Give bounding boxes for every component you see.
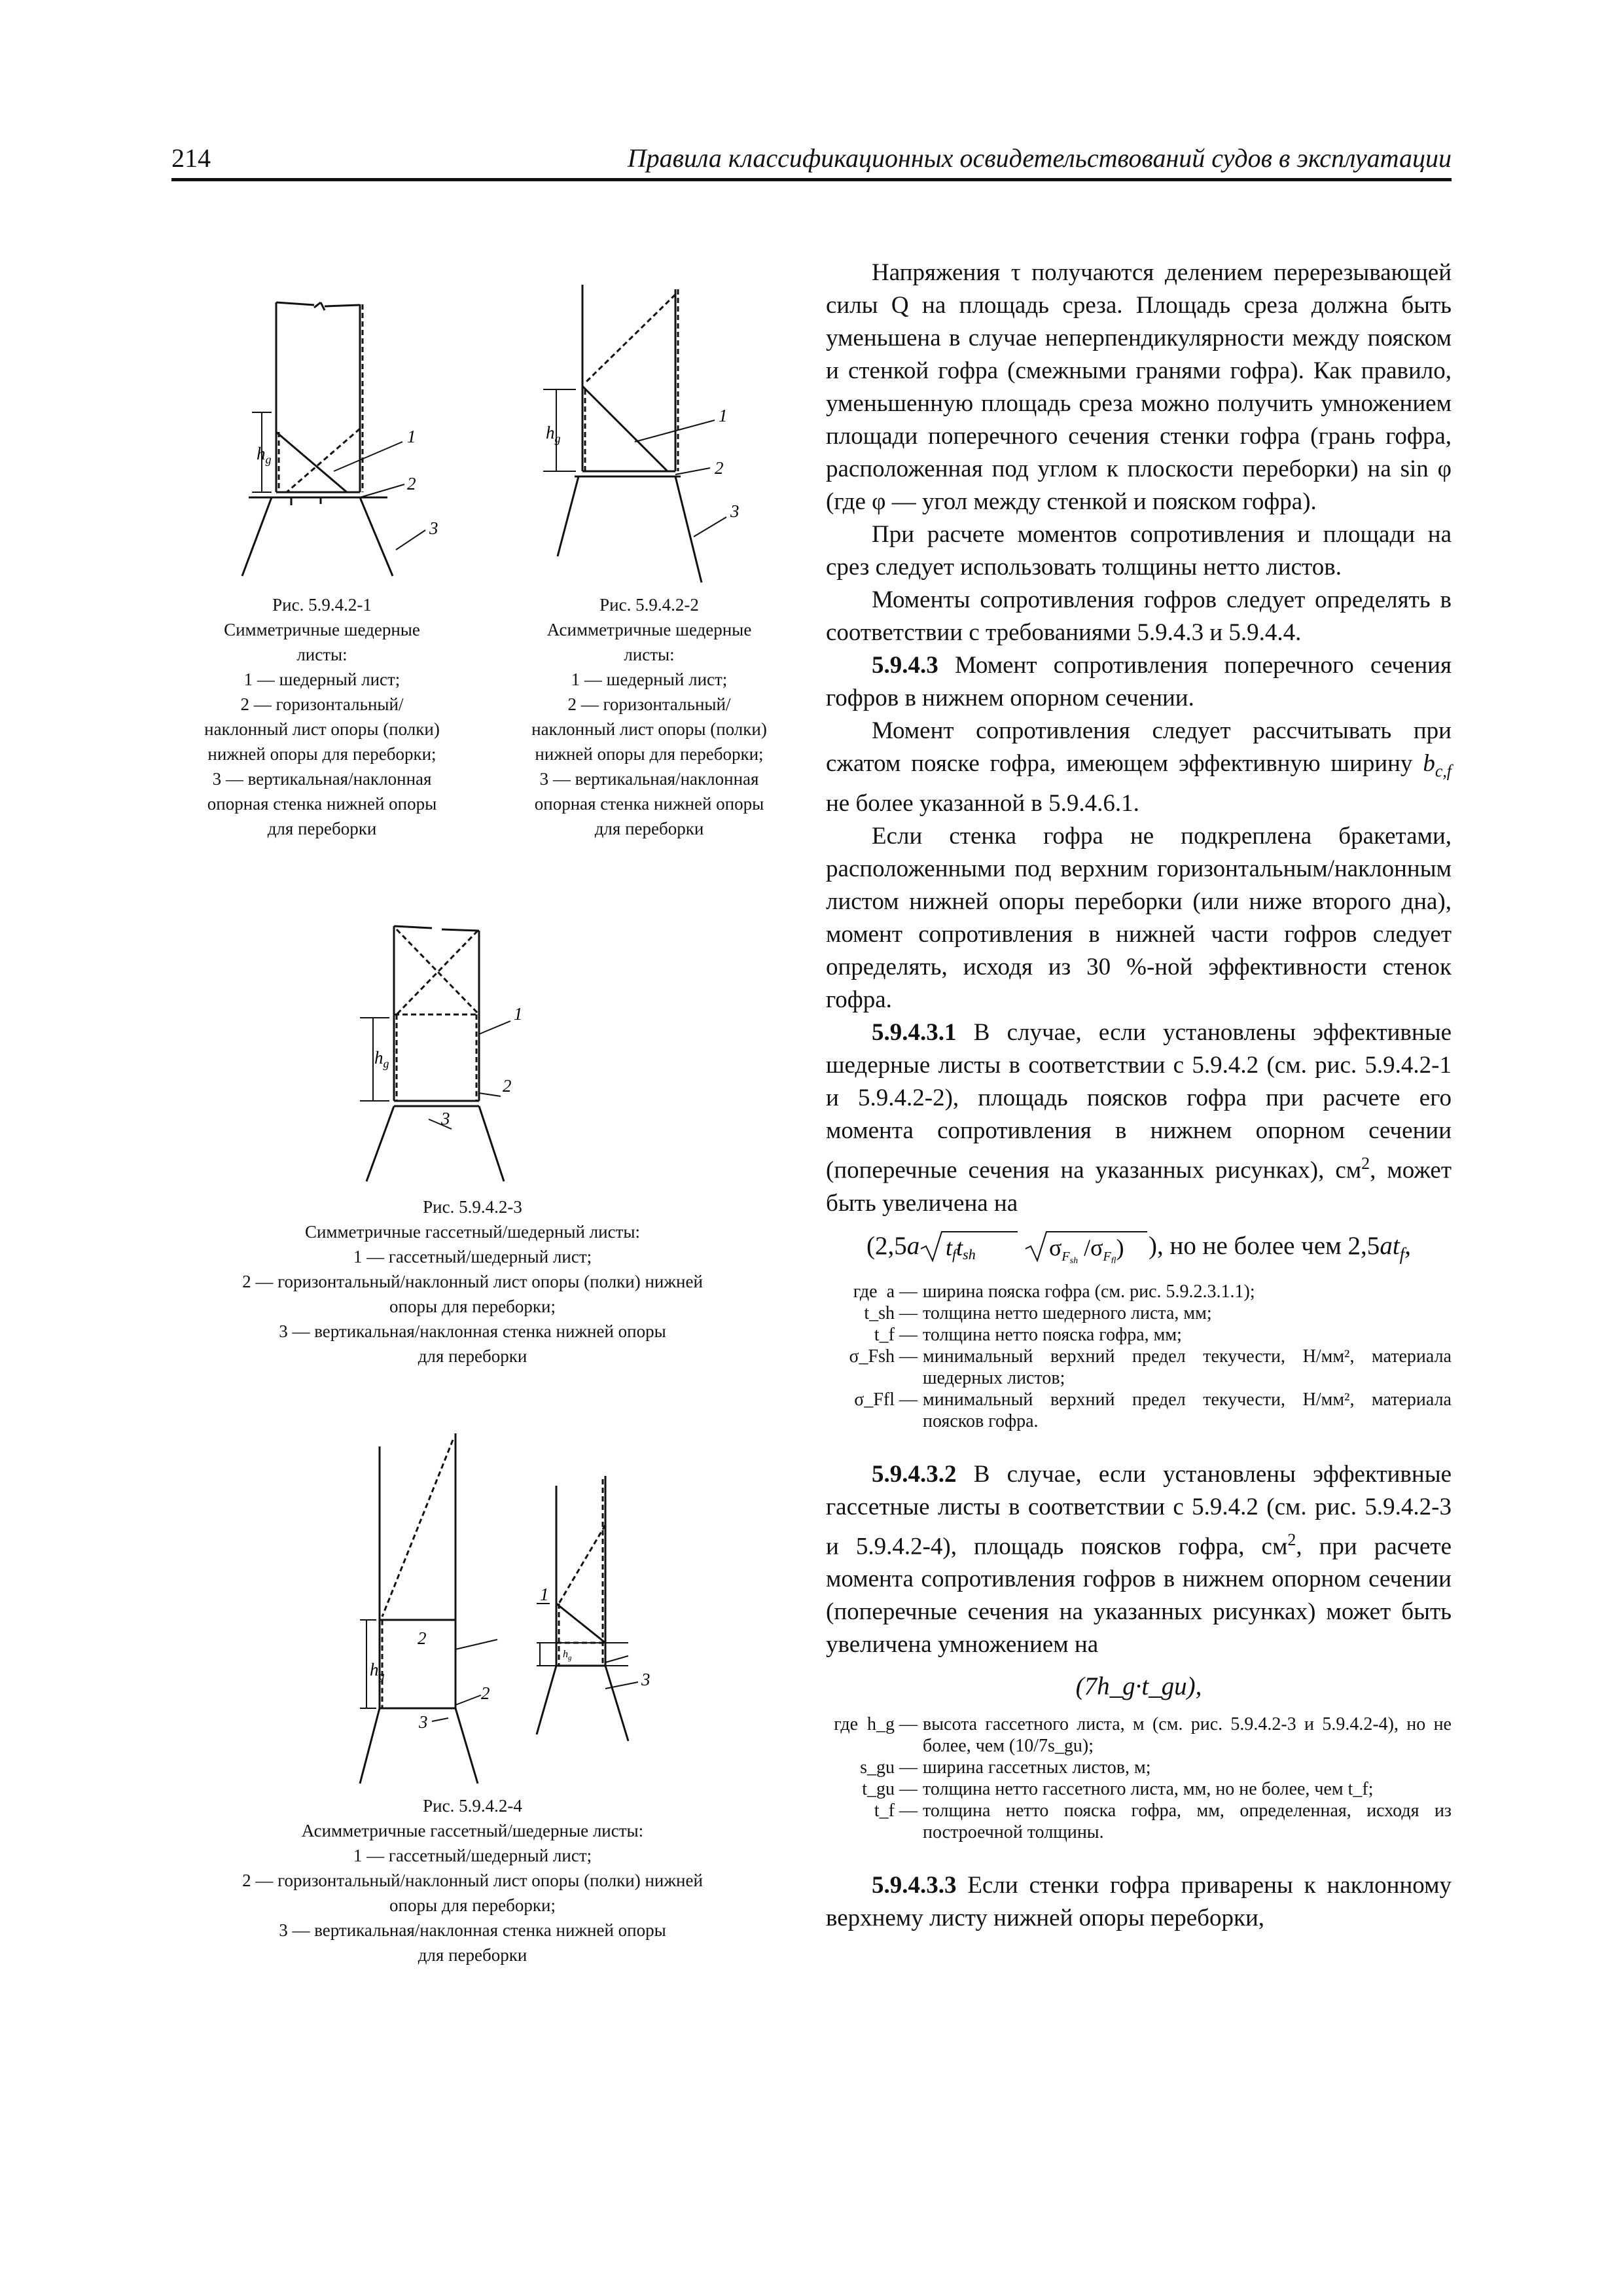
symbol: b [1423, 750, 1435, 777]
caption-line: Рис. 5.9.4.2-2 [599, 595, 699, 615]
caption-line: 2 — горизонтальный/ [240, 694, 404, 714]
caption-line: наклонный лист опоры (полки) [531, 719, 767, 739]
section-number: 5.9.4.3.2 [872, 1460, 957, 1488]
definitions-table-2 [826, 1713, 1452, 1843]
formula-part: ), но не более чем 2,5 [1149, 1231, 1380, 1260]
definition-symbol: σ_Fsh — [849, 1346, 918, 1367]
caption-line: Асимметричные шедерные [546, 620, 752, 639]
figure-4-hg-small-label: $h_g$ [563, 1649, 572, 1662]
caption-line: для переборки [418, 1945, 527, 1965]
definition-symbol: t_f — [874, 1324, 918, 1345]
section-5-9-4-3-2 [826, 1458, 1452, 1661]
figure-2-hg-label: $h_g$ [546, 423, 561, 445]
definitions-list-1 [826, 1281, 1452, 1432]
figure-4-label-3: 3 [419, 1712, 428, 1732]
caption-line: 3 — вертикальная/наклонная [212, 769, 432, 789]
figure-4-drawing [340, 1427, 746, 1793]
caption-line: 3 — вертикальная/наклонная [539, 769, 759, 789]
figure-4-caption [171, 1793, 774, 1967]
text-run: В случае, если установлены эффективные шедерные листы в соответствии с 5.9.4.2 (см. рис. 5.9.4.2-1 и 5.9.4.2-2), площадь поясков гофра при расчете его момента сопротивления в нижнем опорном сечении (поперечные сечения на указанных рисунках), см [826, 1019, 1452, 1184]
definition-text: высота гассетного листа, м (см. рис. 5.9.4.2-3 и 5.9.4.2-4), но не более, чем (10/7s_gu); [923, 1713, 1452, 1756]
figure-5-9-4-2-3 [353, 916, 563, 1191]
figure-1-label-1: 1 [407, 427, 416, 446]
figure-3-hg-label: $h_g$ [374, 1048, 389, 1070]
figure-1-label-2: 2 [407, 474, 416, 493]
header-rule [171, 178, 1452, 181]
caption-line: 3 — вертикальная/наклонная стенка нижней опоры [279, 1920, 666, 1940]
caption-line: нижней опоры для переборки; [535, 744, 764, 764]
caption-line: Симметричные гассетный/шедерный листы: [304, 1222, 641, 1242]
paragraph-section-modulus: Моменты сопротивления гофров следует определять в соответствии с требованиями 5.9.4.3 и 5.9.4.4. [826, 586, 1452, 646]
caption-line: 2 — горизонтальный/ [567, 694, 731, 714]
figure-3-caption [171, 1194, 774, 1369]
caption-line: 1 — гассетный/шедерный лист; [353, 1846, 592, 1865]
definition-symbol: t_gu — [862, 1778, 918, 1799]
caption-line: 1 — гассетный/шедерный лист; [353, 1247, 592, 1266]
caption-line: для переборки [594, 819, 704, 838]
caption-line: 1 — шедерный лист; [571, 670, 728, 689]
figure-5-9-4-2-4 [340, 1427, 746, 1793]
caption-line: листы: [296, 645, 348, 664]
definition-symbol: s_gu — [860, 1757, 918, 1778]
figure-3-label-1: 1 [514, 1004, 523, 1024]
caption-line: 2 — горизонтальный/наклонный лист опоры (полки) нижней [242, 1871, 703, 1890]
section-number: 5.9.4.3.3 [872, 1871, 957, 1899]
symbol-subscript: c,f [1435, 761, 1452, 781]
caption-line: Асимметричные гассетный/шедерные листы: [301, 1821, 644, 1840]
text-run: , при расчете момента сопротивления гофров в нижнем опорном сечении (поперечные сечения на указанных рисунках) может быть увеличена умножением на [826, 1532, 1452, 1658]
caption-line: для переборки [267, 819, 377, 838]
text-run: Момент сопротивления следует рассчитывать при сжатом пояске гофра, имеющем эффективную ширину [826, 717, 1452, 777]
figure-4-label-3b: 3 [641, 1670, 651, 1689]
figure-5-9-4-2-1 [236, 288, 471, 589]
definition-symbol: где a — [853, 1281, 918, 1302]
section-5-9-4-3-3 [826, 1869, 1452, 1935]
text-run: В случае, если установлены эффективные гассетные листы в соответствии с 5.9.4.2 (см. рис. 5.9.4.2-3 и 5.9.4.2-4), площадь поясков гофра, см [826, 1460, 1452, 1560]
figure-4-hg-label: $h_g$ [370, 1660, 385, 1682]
paragraph-effective-width [826, 715, 1452, 820]
superscript: 2 [1361, 1154, 1370, 1174]
figure-1-hg-label: $h_g$ [257, 444, 272, 466]
section-number: 5.9.4.3 [872, 652, 938, 679]
right-text-column [826, 257, 1452, 1935]
caption-line: Симметричные шедерные [224, 620, 420, 639]
definition-text: толщина нетто пояска гофра, мм, определенная, исходя из построечной толщины. [923, 1800, 1452, 1842]
caption-line: нижней опоры для переборки; [207, 744, 437, 764]
svg-text:σFsh /σFfl): $\sigma_Fsh$ $/\sigma_Ffl$) [1049, 1234, 1124, 1263]
text-run: не более указанной в 5.9.4.6.1. [826, 790, 1139, 817]
text-run: Если стенки гофра приварены к наклонному верхнему листу нижней опоры переборки, [826, 1871, 1452, 1931]
figure-2-label-2: 2 [715, 458, 724, 478]
caption-line: 3 — вертикальная/наклонная стенка нижней опоры [279, 1321, 666, 1341]
figure-5-9-4-2-2 [530, 275, 766, 596]
svg-text:tftsh: tftsh [946, 1234, 976, 1263]
definition-symbol: где h_g — [834, 1713, 918, 1734]
superscript: 2 [1287, 1530, 1296, 1549]
caption-line: Рис. 5.9.4.2-4 [423, 1796, 522, 1816]
definition-symbol: σ_Ffl — [854, 1389, 918, 1410]
figure-2-drawing [530, 275, 766, 596]
definition-text: толщина нетто шедерного листа, мм; [923, 1302, 1212, 1323]
caption-line: опорная стенка нижней опоры [207, 794, 437, 814]
formula-gusset-increase: (7h_g·t_gu), [1075, 1672, 1202, 1700]
definitions-table-1 [826, 1281, 1452, 1432]
figure-1-caption [171, 592, 473, 841]
definition-symbol: t_f — [874, 1800, 918, 1821]
caption-line: листы: [624, 645, 675, 664]
figure-3-label-3: 3 [441, 1109, 450, 1128]
figure-3-label-2: 2 [503, 1076, 512, 1096]
definition-symbol: t_sh — [864, 1302, 918, 1323]
figure-2-label-3: 3 [730, 501, 740, 521]
section-5-9-4-3 [826, 649, 1452, 715]
definitions-list-2 [826, 1713, 1452, 1843]
caption-line: Рис. 5.9.4.2-1 [272, 595, 372, 615]
figure-2-caption [499, 592, 800, 841]
section-number: 5.9.4.3.1 [872, 1019, 957, 1047]
sqrt-sign-1 [919, 1229, 1018, 1263]
figure-4-label-1: 1 [540, 1585, 549, 1604]
caption-line: для переборки [418, 1346, 527, 1366]
caption-line: Рис. 5.9.4.2-3 [423, 1197, 522, 1217]
caption-line: опоры для переборки; [389, 1895, 556, 1915]
figure-4-label-2: 2 [418, 1628, 427, 1648]
caption-line: 1 — шедерный лист; [243, 670, 401, 689]
definition-text: минимальный верхний предел текучести, Н/мм², материала поясков гофра. [923, 1389, 1452, 1431]
figure-4-label-2b: 2 [481, 1683, 490, 1703]
figure-2-label-1: 1 [719, 406, 728, 425]
formula-part: (2,5 [866, 1231, 907, 1260]
section-title: Момент сопротивления поперечного сечения гофров в нижнем опорном сечении. [826, 652, 1452, 711]
definition-text: ширина гассетных листов, м; [923, 1757, 1151, 1778]
text-run: , может быть увеличена на [826, 1157, 1452, 1217]
formula-shedder-increase: (2,5a tftsh $\sigma_Fsh$ $/\sigma_Ffl$) ), но не более чем $2,5at_f$, [826, 1229, 1452, 1270]
caption-line: опоры для переборки; [389, 1297, 556, 1316]
section-5-9-4-3-1 [826, 1016, 1452, 1219]
definition-text: толщина нетто гассетного листа, мм, но не более, чем t_f; [923, 1778, 1374, 1799]
figure-1-drawing [236, 288, 471, 589]
page-number: 214 [171, 143, 211, 173]
paragraph-brackets: Если стенка гофра не подкреплена бракетами, расположенными под верхним горизонтальным/наклонным листом нижней опоры переборки (или ниже второго дна), момент сопротивления в нижней части гофров следует определять, исходя из 30 %-ной эффективности стенок гофра. [826, 823, 1452, 1014]
definition-text: толщина нетто пояска гофра, мм; [923, 1324, 1182, 1345]
definition-text: ширина пояска гофра (см. рис. 5.9.2.3.1.1); [923, 1281, 1255, 1302]
running-header-title: Правила классификационных освидетельствований судов в эксплуатации [627, 143, 1452, 173]
paragraph-net-thickness: При расчете моментов сопротивления и площади на срез следует использовать толщины нетто листов. [826, 521, 1452, 581]
paragraph-shear-stress: Напряжения τ получаются делением перерезывающей силы Q на площадь среза. Площадь среза должна быть уменьшена в случае неперпендикулярности между пояском и стенкой гофра (смежными гранями гофра). Как правило, уменьшенную площадь среза можно получить умножением площади поперечного сечения стенки гофра (грань гофра, расположенная под углом к плоскости переборки) на sin φ (где φ — угол между стенкой и пояском гофра). [826, 259, 1452, 515]
caption-line: 2 — горизонтальный/наклонный лист опоры (полки) нижней [242, 1272, 703, 1291]
figure-1-label-3: 3 [429, 518, 438, 538]
sqrt-sign-2 [1024, 1229, 1149, 1263]
caption-line: опорная стенка нижней опоры [534, 794, 764, 814]
definition-text: минимальный верхний предел текучести, Н/мм², материала шедерных листов; [923, 1346, 1452, 1388]
caption-line: наклонный лист опоры (полки) [204, 719, 440, 739]
figure-3-drawing [353, 916, 563, 1191]
